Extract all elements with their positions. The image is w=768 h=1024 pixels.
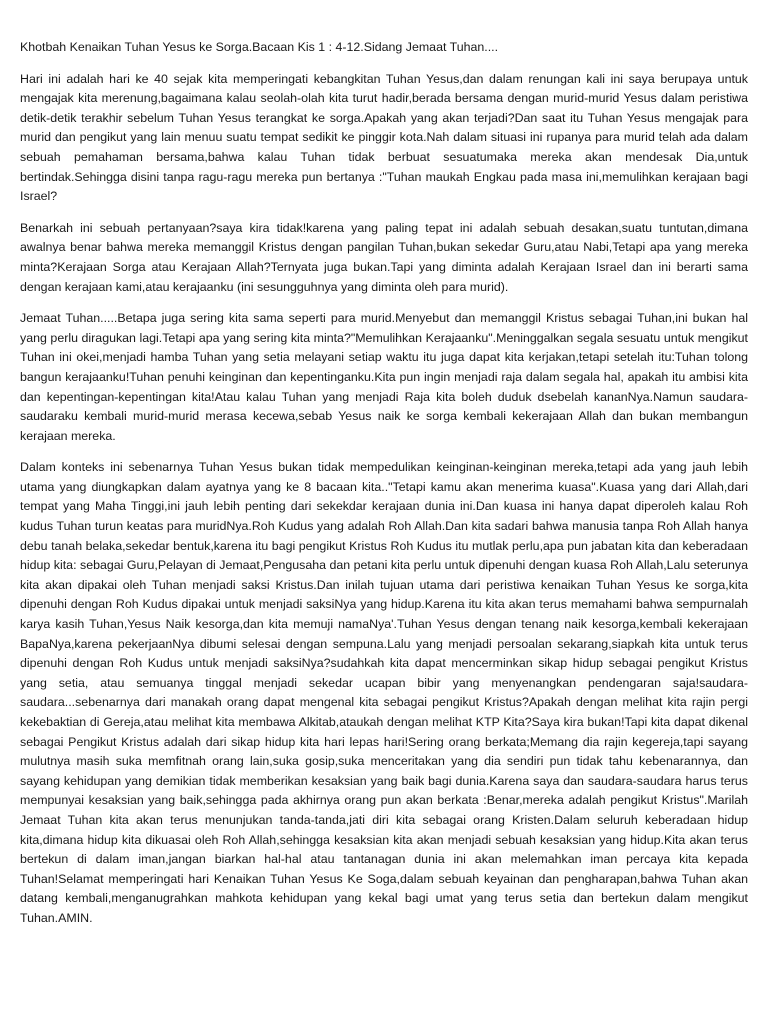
document-title: Khotbah Kenaikan Tuhan Yesus ke Sorga.Bacaan Kis 1 : 4-12.Sidang Jemaat Tuhan....: [20, 40, 499, 54]
paragraph-3: Jemaat Tuhan.....Betapa juga sering kita sama seperti para murid.Menyebut dan memanggil Kristus sebagai Tuhan,ini bukan hal yang perlu diragukan lagi.Tetapi apa yang sering kita minta?"Memulihkan Kerajaanku".Meninggalkan segala sesuatu untuk mengikut Tuhan ini okei,menjadi hamba Tuhan yang setia melayani setiap waktu itu juga dapat kita kerjakan,tetapi setelah itu:Tuhan tolong bangun kerajaanku!Tuhan penuhi keinginan dan kepentinganku.Kita pun ingin menjadi raja dalam segala hal, apakah itu ambisi kita dan kepentingan-kepentingan kita!Atau kalau Tuhan yang menjadi Raja kita boleh duduk dsebelah kananNya.Namun saudara-saudaraku kembali murid-murid merasa kecewa,sebab Yesus naik ke sorga kembali kekerajaan Allah dan bukan membangun kerajaan mereka.: [20, 311, 748, 443]
paragraph-2: Benarkah ini sebuah pertanyaan?saya kira tidak!karena yang paling tepat ini adalah sebuah desakan,suatu tuntutan,dimana awalnya benar bahwa mereka memanggil Kristus dengan pangilan Tuhan,bukan sekedar Guru,atau Nabi,Tetapi apa yang mereka minta?Kerajaan Sorga atau Kerajaan Allah?Ternyata juga bukan.Tapi yang diminta adalah Kerajaan Israel dan ini berarti sama dengan kerajaan kami,atau kerajaanku (ini sesungguhnya yang diminta oleh para murid).: [20, 220, 748, 294]
paragraph-4: Dalam konteks ini sebenarnya Tuhan Yesus bukan tidak mempedulikan keinginan-keinginan mereka,tetapi ada yang jauh lebih utama yang diungkapkan dalam ayatnya yang ke 8 bacaan kita.."Tetapi kamu akan menerima kuasa".Kuasa yang dari Allah,dari tempat yang Maha Tinggi,ini jauh lebih penting dari sekekdar kerajaan dunia ini.Dan kuasa ini hanya dapat diperoleh kalau Roh kudus Tuhan turun keatas para muridNya.Roh Kudus yang adalah Roh Allah.Dan kita sadari bahwa manusia tanpa Roh Allah hanya debu tanah belaka,sekedar bentuk,karena itu bagi pengikut Kristus Roh Kudus itu mutlak perlu,apa pun jabatan kita dan keberadaan hidup kita: sebagai Guru,Pelayan di Jemaat,Pengusaha dan petani kita perlu untuk dipenuhi dengan kuasa Roh Allah,Lalu seterunya kita akan dipakai oleh Tuhan menjadi saksi Kristus.Dan inilah tujuan utama dari peristiwa kenaikan Tuhan Yesus ke sorga,kita dipenuhi dengan Roh Kudus dipakai untuk menjadi saksiNya yang hidup.Karena itu kita akan terus memahami bahwa sempurnalah karya kasih Tuhan,Yesus Naik kesorga,dan kita memuji namaNya'.Tuhan Yesus dengan tenang naik kesorga,kembali kekerajaan BapaNya,karena pekerjaanNya dibumi selesai dengan sempuna.Lalu yang menjadi persoalan sekarang,siapkah kita untuk terus dipenuhi dengan Roh Kudus untuk menjadi saksiNya?sudahkah kita dapat mencerminkan sikap hidup sebagai pengikut Kristus yang setia, atau semuanya tinggal menjadi sekedar ucapan bibir yang menyenangkan pendengaran saja!saudara-saudara...sebenarnya dari manakah orang dapat mengenal kita sebagai pengikut Kristus?Apakah dengan melihat kita rajin pergi kekebaktian di Gereja,atau melihat kita membawa Alkitab,ataukah dengan melihat KTP Kita?Saya kira bukan!Tapi kita dapat dikenal sebagai Pengikut Kristus adalah dari sikap hidup kita hari lepas hari!Sering orang berkata;Memang dia rajin kegereja,tapi sayang mulutnya masih suka memfitnah orang lain,suka gosip,suka menceritakan yang dia sendiri pun tidak tahu kebenarannya, dan sayang kehidupan yang demikian tidak memberikan kesaksian yang baik bagi dunia.Karena saya dan saudara-saudara harus terus mempunyai kesaksian yang baik,sehingga pada akhirnya orang pun akan berkata :Benar,mereka adalah pengikut Kristus".Marilah Jemaat Tuhan kita akan terus menunjukan tanda-tanda,jati diri kita sebagai orang Kristen.Dalam seluruh keberadaan hidup kita,dimana hidup kita dikuasai oleh Roh Allah,sehingga kesaksian kita akan menjadi sebuah kesaksian yang hidup.Kita akan terus bertekun di dalam iman,jangan biarkan hal-hal atau tantanagan dunia ini akan melemahkan iman percaya kita kepada Tuhan!Selamat memperingati hari Kenaikan Tuhan Yesus Ke Soga,dalam sebuah keyainan dan pengharapan,bahwa Tuhan akan datang kembali,menganugrahkan mahkota kehidupan yang kekal bagi umat yang terus setia dan bertekun dalam mengikut Tuhan.AMIN.: [20, 460, 748, 925]
paragraph-1: Hari ini adalah hari ke 40 sejak kita memperingati kebangkitan Tuhan Yesus,dan dalam renungan kali ini saya berupaya untuk mengajak kita merenung,bagaimana kalau seolah-olah kita turut hadir,berada bersama dengan murid-murid Yesus dalam peristiwa detik-detik terakhir sebelum Tuhan Yesus terangkat ke sorga.Apakah yang akan terjadi?Dan saat itu Tuhan Yesus mengajak para murid dan pengikut yang lain menuu suatu tempat sedikit ke pinggir kota.Nah dalam situasi ini rupanya para murid telah ada dalam sebuah pemahaman bersama,bahwa kalau Tuhan tidak berbuat sesuatumaka mereka akan mendesak Dia,untuk bertindak.Sehingga disini tanpa ragu-ragu mereka pun bertanya :"Tuhan maukah Engkau pada masa ini,memulihkan kerajaan bagi Israel?: [20, 71, 748, 204]
